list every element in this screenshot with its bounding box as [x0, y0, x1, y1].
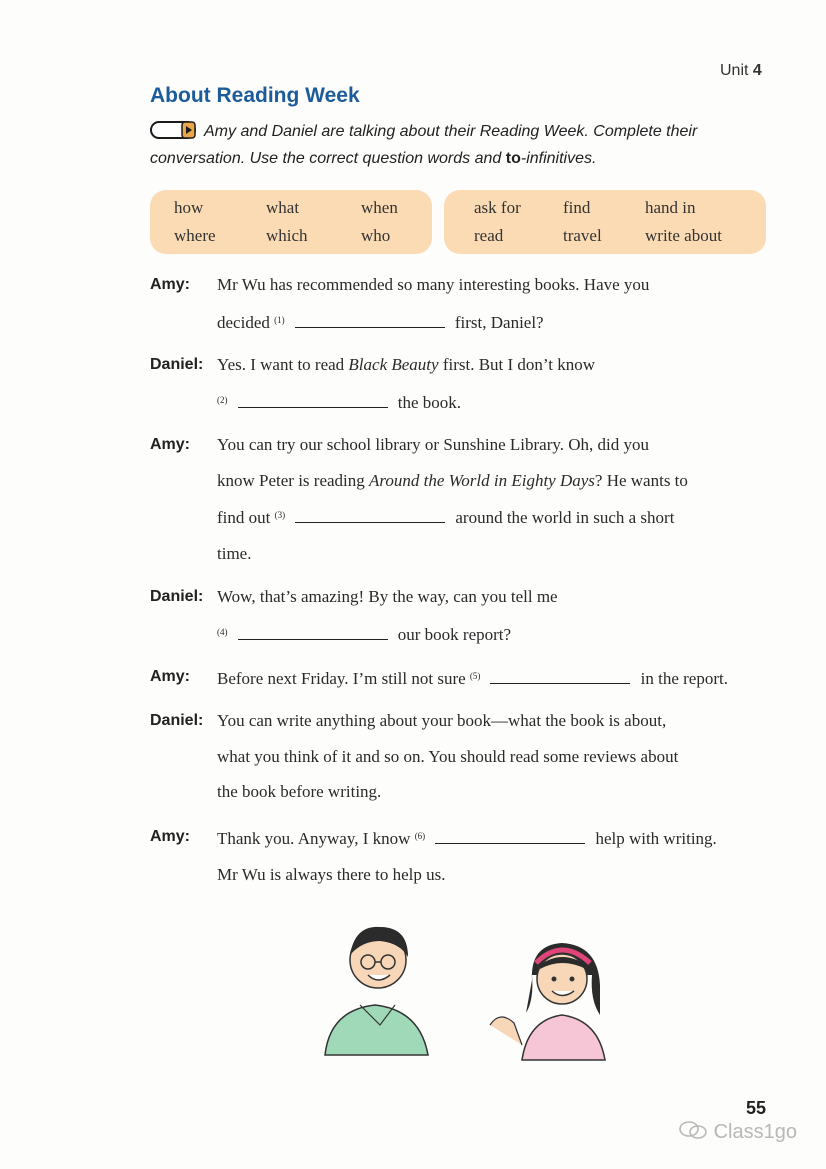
blank-number: (6) — [414, 831, 426, 841]
dialogue-line — [217, 347, 787, 383]
dialogue-line: the book before writing. — [217, 782, 382, 801]
speaker-label: Daniel: — [150, 712, 204, 729]
speaker-label: Amy: — [150, 828, 191, 845]
answer-blank-6[interactable] — [435, 829, 585, 844]
verbs-box — [444, 190, 766, 254]
wechat-icon — [678, 1121, 714, 1143]
line-text: our book report? — [393, 624, 512, 644]
watermark — [678, 1119, 797, 1144]
verb-read: read — [474, 226, 504, 245]
word-where: where — [174, 226, 216, 245]
answer-blank-2[interactable] — [238, 393, 388, 408]
amy-figure — [490, 943, 605, 1060]
book-title: Black Beauty — [348, 355, 439, 374]
audio-tape-icon — [150, 120, 198, 147]
speaker-label: Daniel: — [150, 356, 204, 373]
answer-blank-5[interactable] — [490, 669, 630, 684]
dialogue-line — [217, 498, 787, 536]
dialogue-line — [217, 383, 787, 421]
line-text: decided — [217, 312, 275, 332]
book-title: Around the World in Eighty Days — [369, 470, 595, 490]
line-text: ? He wants to — [594, 470, 688, 490]
answer-blank-3[interactable] — [295, 508, 445, 523]
verb-write-about: write about — [645, 226, 722, 245]
dialogue-turn-6 — [217, 703, 787, 810]
blank-number: (5) — [469, 671, 481, 681]
line-text: find out — [217, 508, 275, 527]
line-text: Thank you. Anyway, I know — [217, 829, 415, 848]
daniel-figure — [325, 927, 428, 1055]
answer-blank-1[interactable] — [295, 313, 445, 328]
dialogue-line: Wow, that’s amazing! By the way, can you tell me — [217, 587, 558, 606]
dialogue-line — [217, 615, 787, 653]
instruction-bold-to: to — [505, 150, 521, 167]
dialogue-turn-5 — [217, 659, 797, 697]
dialogue-line: Mr Wu is always there to help us. — [217, 864, 446, 884]
unit-number: 4 — [752, 62, 762, 79]
dialogue-turn-1 — [217, 267, 787, 340]
verb-ask-for: ask for — [474, 198, 521, 217]
watermark-text: Class1go — [713, 1121, 797, 1143]
dialogue-turn-3 — [217, 427, 787, 571]
section-title: About Reading Week — [150, 84, 360, 107]
line-text: help with writing. — [591, 829, 717, 848]
verb-travel: travel — [563, 226, 602, 245]
dialogue-line: You can write anything about your book—what the book is about, — [217, 711, 667, 730]
dialogue-line: time. — [217, 543, 252, 563]
blank-number: (3) — [274, 510, 286, 520]
line-text: know Peter is reading — [217, 470, 370, 490]
question-words-box — [150, 190, 432, 254]
speaker-label: Amy: — [150, 668, 191, 685]
dialogue-line: You can try our school library or Sunshine Library. Oh, did you — [217, 435, 650, 454]
page-number: 55 — [746, 1098, 767, 1118]
dialogue-line: what you think of it and so on. You should read some reviews about — [217, 746, 679, 766]
dialogue-line — [217, 659, 797, 697]
children-illustration — [300, 905, 640, 1070]
blank-number: (1) — [274, 314, 285, 325]
line-text: Before next Friday. I’m still not sure — [217, 669, 470, 688]
dialogue-turn-7 — [217, 819, 797, 892]
dialogue-line — [217, 303, 787, 341]
speaker-label: Amy: — [150, 276, 191, 293]
dialogue-turn-4 — [217, 579, 787, 652]
dialogue-line: Mr Wu has recommended so many interesting books. Have you — [217, 275, 650, 294]
word-who: who — [361, 226, 391, 245]
unit-label-text: Unit — [720, 62, 749, 79]
line-text: around the world in such a short — [451, 508, 675, 527]
speaker-label: Daniel: — [150, 588, 204, 605]
line-text: first. But I don’t know — [438, 355, 596, 374]
line-text: in the report. — [636, 669, 728, 688]
instruction-text-1: Amy and Daniel are talking about their Reading Week. Complete their conversation. Use the correct question words and — [150, 123, 698, 167]
answer-blank-4[interactable] — [238, 625, 388, 640]
verb-find: find — [563, 198, 591, 217]
blank-number: (4) — [217, 626, 228, 637]
word-when: when — [361, 198, 398, 217]
dialogue-line — [217, 463, 787, 499]
word-which: which — [266, 226, 308, 245]
dialogue-turn-2 — [217, 347, 787, 420]
blank-number: (2) — [217, 394, 228, 405]
dialogue-line — [217, 819, 797, 857]
word-how: how — [174, 198, 204, 217]
instruction — [150, 120, 750, 170]
word-what: what — [266, 198, 300, 217]
line-text: the book. — [393, 392, 462, 412]
verb-hand-in: hand in — [645, 198, 696, 217]
instruction-text-2: -infinitives. — [520, 150, 597, 167]
unit-label — [720, 62, 762, 80]
line-text: Yes. I want to read — [217, 355, 349, 374]
line-text: first, Daniel? — [450, 312, 544, 332]
speaker-label: Amy: — [150, 436, 191, 453]
